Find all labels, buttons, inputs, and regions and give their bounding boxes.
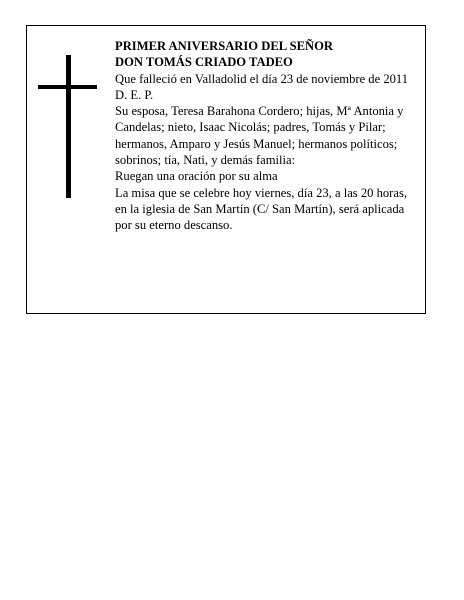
family-list: Su esposa, Teresa Barahona Cordero; hijas, Mª Antonia y Candelas; nieto, Isaac Nicolás; padres, Tomás y Pilar; hermanos, Amparo y Jesús Manuel; hermanos políticos; sobrinos; tía, Nati, y demás familia: (115, 104, 404, 168)
prayer-request: Ruegan una oración por su alma (115, 169, 278, 184)
cross-icon-bar (38, 85, 97, 89)
rip-line: D. E. P. (115, 87, 154, 102)
mass-announcement: La misa que se celebre hoy viernes, día 23, a las 20 horas, en la iglesia de San Martín (C/ San Martín), será aplicada por su eterno descanso. (115, 185, 408, 233)
heading-line-2: DON TOMÁS CRIADO TADEO (115, 55, 293, 70)
notice-text (115, 38, 420, 234)
cross-icon (66, 55, 71, 198)
death-statement: Que falleció en Valladolid el día 23 de noviembre de 2011 (115, 71, 409, 86)
heading-line-1: PRIMER ANIVERSARIO DEL SEÑOR (115, 39, 333, 53)
